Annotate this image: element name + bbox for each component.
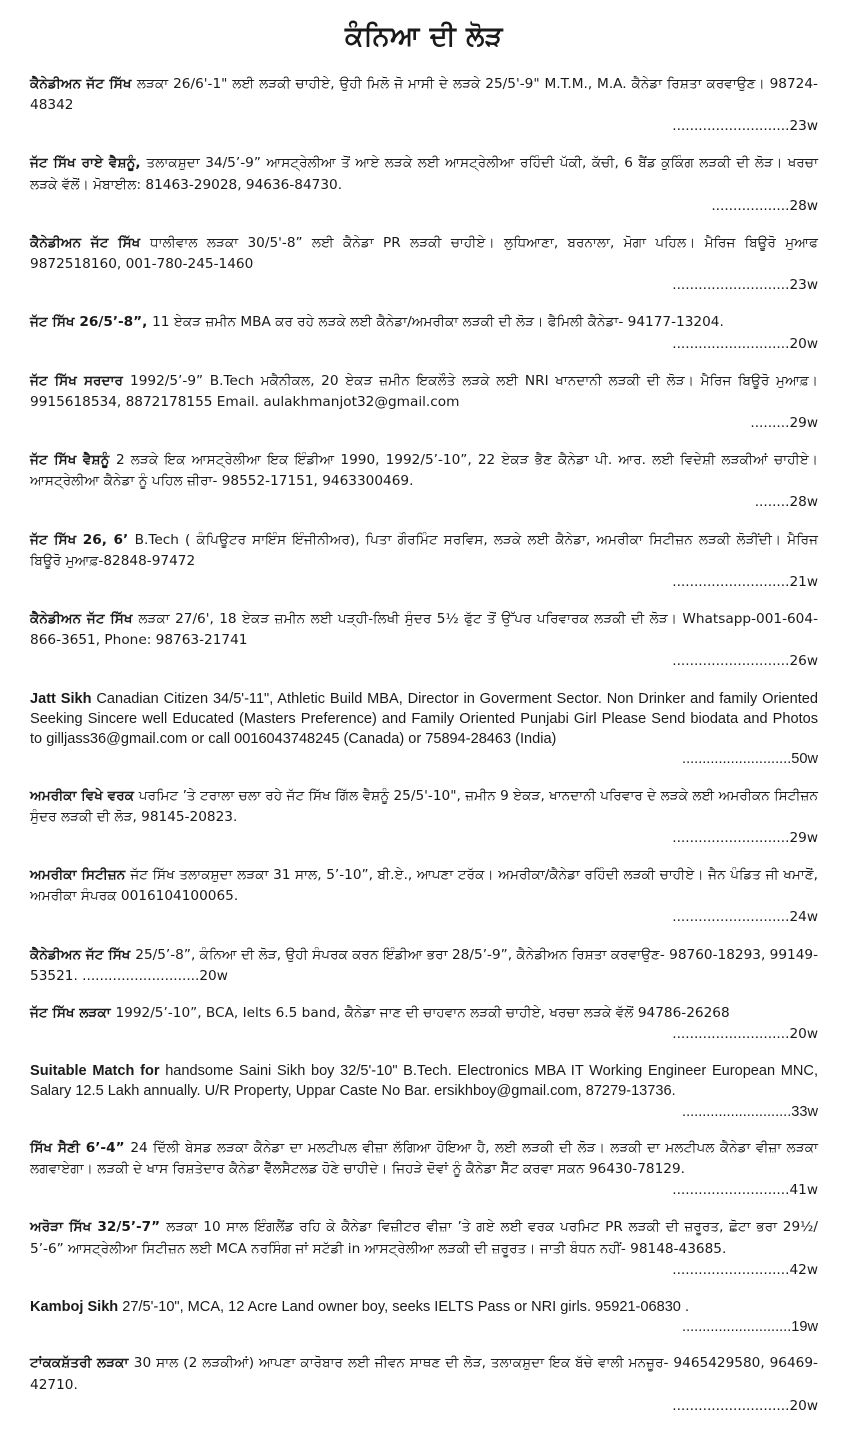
ad-entry <box>30 609 818 672</box>
ad-entry <box>30 371 818 434</box>
ad-lead: ਜੱਟ ਸਿੱਖ 26, 6’ <box>30 531 135 548</box>
ad-body: 1992/5’-9” B.Tech ਮਕੈਨੀਕਲ, 20 ਏਕੜ ਜ਼ਮੀਨ ਇਕਲੌਤੇ ਲੜਕੇ ਲਈ NRI ਖਾਨਦਾਨੀ ਲੜਕੀ ਦੀ ਲੋੜ। ਮੈਰਿਜ ਬਿਊਰੋ ਮੁਆਫ਼। 9915618534, 8872178155 Email. aulakhmanjot32@gmail.com <box>30 372 818 410</box>
ad-entry <box>30 312 818 354</box>
ad-body: ਧਾਲੀਵਾਲ ਲੜਕਾ 30/5'-8” ਲਈ ਕੈਨੇਡਾ PR ਲੜਕੀ ਚਾਹੀਏ। ਲੁਧਿਆਣਾ, ਬਰਨਾਲਾ, ਮੋਗਾ ਪਹਿਲ। ਮੈਰਿਜ ਬਿਊਰੋ ਮੁਆਫ 9872518160, 001-780-245-1460 <box>30 234 818 273</box>
ad-body: 11 ਏਕੜ ਜ਼ਮੀਨ MBA ਕਰ ਰਹੇ ਲੜਕੇ ਲਈ ਕੈਨੇਡਾ/ਅਮਰੀਕਾ ਲੜਕੀ ਦੀ ਲੋੜ। ਫੈਮਿਲੀ ਕੈਨੇਡਾ- 94177-13204. <box>152 314 724 331</box>
ad-body: Canadian Citizen 34/5'-11", Athletic Build MBA, Director in Goverment Sector. Non Drinker and family Oriented Seeking Sincere well Educated (Masters Preference) and Family Oriented Punjabi Girl Please Send biodata and Photos to gilljass36@gmail.com or call 0016043748245 (Canada) or 75894-28463 (India) <box>30 690 818 748</box>
ad-word-count: ...........................33w <box>682 1103 818 1120</box>
ad-body: ਲੜਕਾ 10 ਸਾਲ ਇੰਗਲੈਂਡ ਰਹਿ ਕੇ ਕੈਨੇਡਾ ਵਿਜ਼ੀਟਰ ਵੀਜ਼ਾ ’ਤੇ ਗਏ ਲਈ ਵਰਕ ਪਰਮਿਟ PR ਲੜਕੀ ਦੀ ਜ਼ਰੂਰਤ, ਛੋਟਾ ਭਰਾ 29½/ 5’-6” ਆਸਟ੍ਰੇਲੀਆ ਸਿਟੀਜ਼ਨ ਲਈ MCA ਨਰਸਿੰਗ ਜਾਂ ਸਟੱਡੀ in ਆਸਟ੍ਰੇਲੀਆ ਲੜਕੀ ਦੀ ਜ਼ਰੂਰਤ। ਜਾਤੀ ਬੰਧਨ ਨਹੀਂ- 98148-43685. <box>30 1219 818 1257</box>
ad-lead: ਅਮਰੀਕਾ ਵਿਖੇ ਵਰਕ <box>30 787 139 804</box>
ad-entry <box>30 1353 818 1416</box>
ad-lead: ਜੱਟ ਸਿੱਖ ਰਾਏ ਵੈਸ਼ਨੂੰ, <box>30 155 147 172</box>
ad-word-count: ...........................20w <box>77 967 228 984</box>
ad-body: ਲੜਕਾ 27/6', 18 ਏਕੜ ਜ਼ਮੀਨ ਲਈ ਪੜ੍ਹੀ-ਲਿਖੀ ਸੁੰਦਰ 5½ ਫੁੱਟ ਤੋਂ ਉੱਪਰ ਪਰਿਵਾਰਕ ਲੜਕੀ ਦੀ ਲੋੜ। Whatsapp-001-604-866-3651, Phone: 98763-21741 <box>30 611 818 649</box>
ad-lead: ਕੈਨੇਡੀਅਨ ਜੱਟ ਸਿੱਖ <box>30 611 139 628</box>
ad-body: ਲੜਕਾ 26/6'-1" ਲਈ ਲੜਕੀ ਚਾਹੀਏ, ਉਹੀ ਮਿਲੋ ਜੋ ਮਾਸੀ ਦੇ ਲੜਕੇ 25/5'-9" M.T.M., M.A. ਕੈਨੇਡਾ ਰਿਸ਼ਤਾ ਕਰਵਾਉਣ। 98724-48342 <box>30 76 818 114</box>
ad-body: ਪਰਮਿਟ ’ਤੇ ਟਰਾਲਾ ਚਲਾ ਰਹੇ ਜੱਟ ਸਿੱਖ ਗਿੱਲ ਵੈਸ਼ਨੂੰ 25/5'-10", ਜ਼ਮੀਨ 9 ਏਕੜ, ਖਾਨਦਾਨੀ ਪਰਿਵਾਰ ਦੇ ਲੜਕੇ ਲਈ ਅਮਰੀਕਨ ਸਿਟੀਜ਼ਨ ਸੁੰਦਰ ਲੜਕੀ ਦੀ ਲੋੜ, 98145-20823. <box>30 787 818 825</box>
ad-body: 30 ਸਾਲ (2 ਲੜਕੀਆਂ) ਆਪਣਾ ਕਾਰੋਬਾਰ ਲਈ ਜੀਵਨ ਸਾਥਣ ਦੀ ਲੋੜ, ਤਲਾਕਸ਼ੁਦਾ ਇਕ ਬੱਚੇ ਵਾਲੀ ਮਨਜ਼ੂਰ- 9465429580, 96469-42710. <box>30 1355 818 1393</box>
ad-entry <box>30 1217 818 1280</box>
ad-word-count: .........29w <box>750 415 818 432</box>
page-title: ਕੰਨਿਆ ਦੀ ਲੋੜ <box>344 21 504 52</box>
ad-entry <box>30 530 818 593</box>
ad-word-count: ...........................20w <box>672 1026 818 1042</box>
ad-body: 24 ਦਿੱਲੀ ਬੇਸਡ ਲੜਕਾ ਕੈਨੇਡਾ ਦਾ ਮਲਟੀਪਲ ਵੀਜ਼ਾ ਲੱਗਿਆ ਹੋਇਆ ਹੈ, ਲਈ ਲੜਕੀ ਦੀ ਲੋੜ। ਲੜਕੀ ਦਾ ਮਲਟੀਪਲ ਕੈਨੇਡਾ ਵੀਜ਼ਾ ਲੜਕਾ ਲਗਵਾਏਗਾ। ਲੜਕੀ ਦੇ ਖਾਸ ਰਿਸ਼ਤੇਦਾਰ ਕੈਨੇਡਾ ਵੈੱਲਸੈਟਲਡ ਹੋਣੇ ਚਾਹੀਦੇ। ਜਿਹੜੇ ਦੋਵਾਂ ਨੂੰ ਕੈਨੇਡਾ ਸੈੱਟ ਕਰਵਾ ਸਕਨ 96430-78129. <box>30 1139 818 1178</box>
ad-word-count: ...........................23w <box>672 118 818 135</box>
ad-entry <box>30 786 818 849</box>
ad-entry <box>30 865 818 928</box>
ad-body: 2 ਲੜਕੇ ਇਕ ਆਸਟ੍ਰੇਲੀਆ ਇਕ ਇੰਡੀਆ 1990, 1992/5’-10”, 22 ਏਕੜ ਭੈਣ ਕੈਨੇਡਾ ਪੀ. ਆਰ. ਲਈ ਵਿਦੇਸ਼ੀ ਲੜਕੀਆਂ ਚਾਹੀਏ। ਆਸਟ੍ਰੇਲੀਆ ਕੈਨੇਡਾ ਨੂੰ ਪਹਿਲ ਜ਼ੀਰਾ- 98552-17151, 9463300469. <box>30 452 818 490</box>
ad-word-count: ...........................42w <box>672 1261 818 1278</box>
ad-lead: ਜੱਟ ਸਿੱਖ ਵੈਸ਼ਨੂੰ <box>30 452 116 469</box>
ad-body: B.Tech ( ਕੰਪਿਊਟਰ ਸਾਇੰਸ ਇੰਜੀਨੀਅਰ), ਪਿਤਾ ਗੌਰਮਿੰਟ ਸਰਵਿਸ, ਲੜਕੇ ਲਈ ਕੈਨੇਡਾ, ਅਮਰੀਕਾ ਸਿਟੀਜ਼ਨ ਲੜਕੀ ਲੋੜੀਂਦੀ। ਮੈਰਿਜ ਬਿਊਰੋ ਮੁਆਫ਼-82848-97472 <box>30 531 818 569</box>
ad-word-count: ...........................20w <box>672 1397 818 1414</box>
ad-entry <box>30 450 818 513</box>
ad-word-count: ..................28w <box>711 197 818 214</box>
ad-entry <box>30 689 818 770</box>
ad-body: ਜੱਟ ਸਿੱਖ ਤਲਾਕਸ਼ੁਦਾ ਲੜਕਾ 31 ਸਾਲ, 5’-10”, ਬੀ.ਏ., ਆਪਣਾ ਟਰੱਕ। ਅਮਰੀਕਾ/ਕੈਨੇਡਾ ਰਹਿੰਦੀ ਲੜਕੀ ਚਾਹੀਏ। ਜੈਨ ਪੰਡਿਤ ਜੀ ਖਮਾਣੋਂ, ਅਮਰੀਕਾ ਸੰਪਰਕ 0016104100065. <box>30 867 818 905</box>
ad-lead: ਜੱਟ ਸਿੱਖ ਲੜਕਾ <box>30 1004 116 1021</box>
ad-entry <box>30 1297 818 1337</box>
ad-entry <box>30 74 818 137</box>
ad-lead: Kamboj Sikh <box>30 1298 123 1315</box>
ad-entry <box>30 233 818 296</box>
ad-entry <box>30 153 818 216</box>
ad-body: 1992/5’-10”, BCA, Ielts 6.5 band, ਕੈਨੇਡਾ ਜਾਣ ਦੀ ਚਾਹਵਾਨ ਲੜਕੀ ਚਾਹੀਏ, ਖਰਚਾ ਲੜਕੇ ਵੱਲੋਂ 94786-26268 <box>115 1004 730 1021</box>
ad-lead: ਟਾਂਕਕਸ਼ੱਤਰੀ ਲੜਕਾ <box>30 1355 134 1372</box>
ad-word-count: ...........................50w <box>682 751 818 768</box>
ad-entry <box>30 1061 818 1122</box>
ad-word-count: ...........................26w <box>672 653 818 670</box>
ad-body: handsome Saini Sikh boy 32/5'-10" B.Tech. Electronics MBA IT Working Engineer European MNC, Salary 12.5 Lakh annually. U/R Property, Uppar Caste No Bar. ersikhboy@gmail.com, 87279-13736. <box>30 1063 818 1100</box>
ad-body: ਤਲਾਕਸ਼ੁਦਾ 34/5’-9” ਆਸਟ੍ਰੇਲੀਆ ਤੋਂ ਆਏ ਲੜਕੇ ਲਈ ਆਸਟ੍ਰੇਲੀਆ ਰਹਿੰਦੀ ਪੱਕੀ, ਕੱਚੀ, 6 ਬੈਂਡ ਕੁਕਿੰਗ ਲੜਕੀ ਦੀ ਲੋੜ। ਖਰਚਾ ਲੜਕੇ ਵੱਲੋਂ। ਮੋਬਾਈਲ: 81463-29028, 94636-84730. <box>30 155 818 193</box>
ad-lead: Jatt Sikh <box>30 690 97 707</box>
ad-word-count: ...........................23w <box>672 277 818 294</box>
ad-word-count: ...........................41w <box>672 1182 818 1199</box>
ad-lead: Suitable Match for <box>30 1063 166 1080</box>
ad-entry <box>30 1003 818 1045</box>
ad-lead: ਕੈਨੇਡੀਅਨ ਜੱਟ ਸਿੱਖ <box>30 946 136 963</box>
ad-word-count: ...........................20w <box>672 335 818 352</box>
ad-entry <box>30 1138 818 1201</box>
ad-word-count: ...........................29w <box>672 829 818 846</box>
ad-word-count: ...........................19w <box>682 1319 818 1336</box>
ad-lead: ਅਮਰੀਕਾ ਸਿਟੀਜ਼ਨ <box>30 867 131 884</box>
ad-lead: ਸਿੱਖ ਸੈਣੀ 6’-4” <box>30 1139 131 1156</box>
ad-entry <box>30 945 818 987</box>
ad-body: 27/5'-10", MCA, 12 Acre Land owner boy, seeks IELTS Pass or NRI girls. 95921-06830 . <box>122 1298 689 1315</box>
ad-word-count: ........28w <box>754 494 818 511</box>
ad-word-count: ...........................24w <box>672 909 818 926</box>
ad-body: 25/5’-8”, ਕੰਨਿਆ ਦੀ ਲੋੜ, ਉਹੀ ਸੰਪਰਕ ਕਰਨ ਇੰਡੀਆ ਭਰਾ 28/5’-9”, ਕੈਨੇਡੀਅਨ ਰਿਸ਼ਤਾ ਕਰਵਾਉਣ- 98760-18293, 99149-53521. <box>30 946 819 984</box>
ad-lead: ਕੈਨੇਡੀਅਨ ਜੱਟ ਸਿੱਖ <box>30 234 151 251</box>
ad-lead: ਜੱਟ ਸਿੱਖ 26/5’-8”, <box>30 314 153 331</box>
ad-lead: ਜੱਟ ਸਿੱਖ ਸਰਦਾਰ <box>30 372 131 389</box>
ad-lead: ਅਰੋੜਾ ਸਿੱਖ 32/5’-7” <box>30 1219 167 1236</box>
ad-lead: ਕੈਨੇਡੀਅਨ ਜੱਟ ਸਿੱਖ <box>30 76 137 92</box>
ad-word-count: ...........................21w <box>672 573 818 590</box>
ads-list <box>30 74 818 1433</box>
